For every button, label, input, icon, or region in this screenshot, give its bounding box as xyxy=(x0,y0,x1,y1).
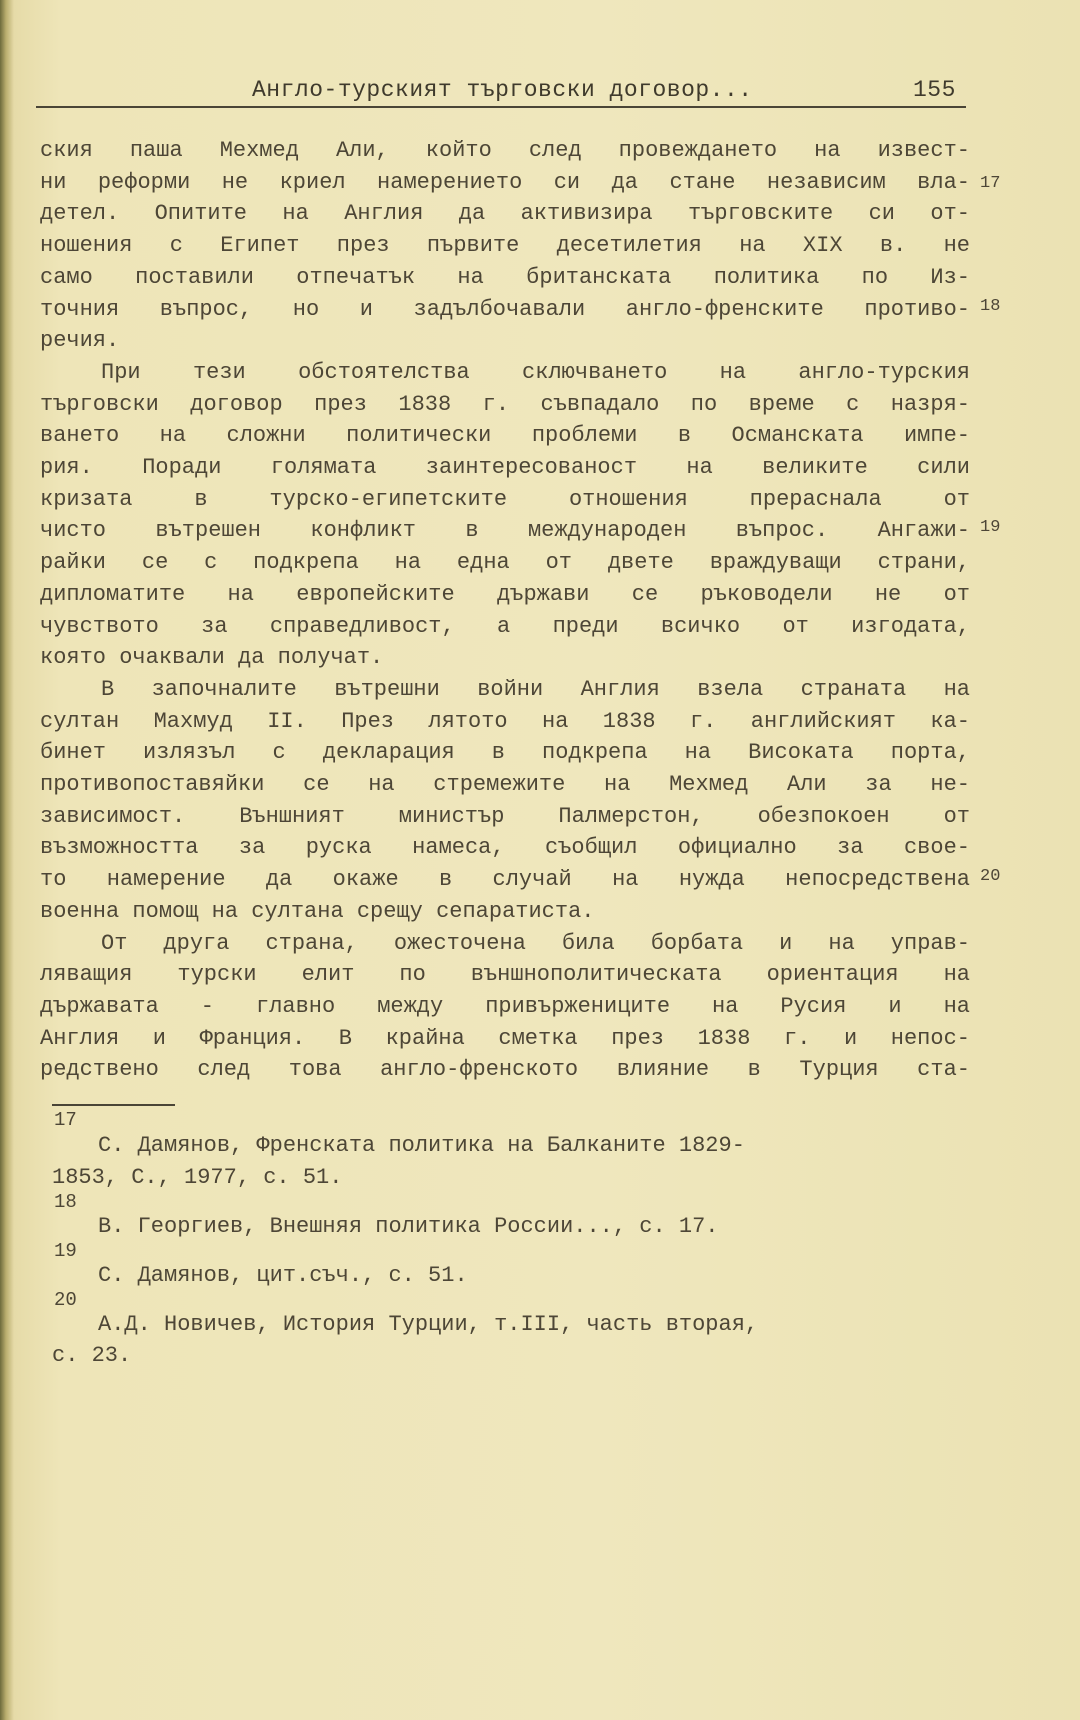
text-line: чисто вътрешен конфликт в международен въпрос. Ангажи- xyxy=(40,518,970,544)
text-line: военна помощ на султана срещу сепаратиста. xyxy=(40,898,595,924)
footnote-ref-20[interactable]: 20 xyxy=(980,867,1001,886)
text-line: султан Махмуд II. През лятото на 1838 г. английският ка- xyxy=(40,708,970,734)
text-line: райки се с подкрепа на една от двете враждуващи страни, xyxy=(40,550,970,576)
footnote-number: 20 xyxy=(54,1289,77,1311)
text-line: държавата - главно между привържениците на Русия и на xyxy=(40,993,970,1019)
text-line: ношения с Египет през първите десетилетия на XIX в. не xyxy=(40,233,970,259)
footnote-text: С. Дамянов, цит.съч., с. 51. xyxy=(98,1263,468,1288)
footnote-number: 18 xyxy=(54,1191,77,1213)
text-line: От друга страна, ожесточена била борбата и на управ- xyxy=(101,930,970,956)
text-line: ляващия турски елит по външнополитическата ориентация на xyxy=(40,962,970,988)
footnote-ref-17[interactable]: 17 xyxy=(980,174,1001,193)
text-line: Англия и Франция. В крайна сметка през 1838 г. и непос- xyxy=(40,1025,970,1051)
footnote-ref-18[interactable]: 18 xyxy=(980,297,1001,316)
page-number: 155 xyxy=(913,77,956,103)
footnote-number: 19 xyxy=(54,1240,77,1262)
header-rule xyxy=(36,106,966,108)
text-line: противопоставяйки се на стремежите на Мехмед Али за не- xyxy=(40,772,970,797)
footnote-text: В. Георгиев, Внешняя политика России..., с. 17. xyxy=(98,1214,719,1239)
footnote-rule xyxy=(52,1104,175,1106)
text-line: При тези обстоятелства сключването на англо-турския xyxy=(101,359,970,385)
text-line: търговски договор през 1838 г. съвпадало по време с назря- xyxy=(40,391,970,417)
running-title: Англо-турският търговски договор... xyxy=(252,77,753,103)
text-line: ването на сложни политически проблеми в Османската импе- xyxy=(40,423,970,449)
text-line: ни реформи не криел намерението си да стане независим вла- xyxy=(40,169,970,195)
text-line: само поставили отпечатък на британската политика по Из- xyxy=(40,264,970,290)
text-line: бинет излязъл с декларация в подкрепа на Високата порта, xyxy=(40,740,970,766)
text-line: то намерение да окаже в случай на нужда непосредствена xyxy=(40,867,970,893)
text-line: кризата в турско-египетските отношения прераснала от xyxy=(40,486,970,512)
text-line: възможността за руска намеса, съобщил официално за свое- xyxy=(40,835,970,861)
text-line: В започналите вътрешни войни Англия взела страната на xyxy=(101,676,970,702)
text-line: редствено след това англо-френското влияние в Турция ста- xyxy=(40,1057,970,1083)
footnote-ref-19[interactable]: 19 xyxy=(980,518,1001,537)
text-line: детел. Опитите на Англия да активизира търговските си от- xyxy=(40,201,970,227)
footnote-text: 1853, С., 1977, с. 51. xyxy=(52,1165,343,1190)
text-line: речия. xyxy=(40,328,120,354)
text-line: зависимост. Външният министър Палмерстон, обезпокоен от xyxy=(40,803,970,829)
text-line: която очаквали да получат. xyxy=(40,645,384,671)
text-line: чувството за справедливост, а преди всичко от изгодата, xyxy=(40,613,970,639)
text-line: дипломатите на европейските държави се ръководели не от xyxy=(40,581,970,607)
footnote-number: 17 xyxy=(54,1109,77,1131)
text-line: ския паша Мехмед Али, който след провеждането на извест- xyxy=(40,138,970,163)
footnote-text: с. 23. xyxy=(52,1343,132,1368)
footnote-text: А.Д. Новичев, История Турции, т.III, часть вторая, xyxy=(98,1312,759,1337)
text-line: рия. Поради голямата заинтересованост на великите сили xyxy=(40,455,970,480)
footnote-text: С. Дамянов, Френската политика на Балканите 1829- xyxy=(98,1133,745,1158)
text-line: точния въпрос, но и задълбочавали англо-френските противо- xyxy=(40,296,970,322)
